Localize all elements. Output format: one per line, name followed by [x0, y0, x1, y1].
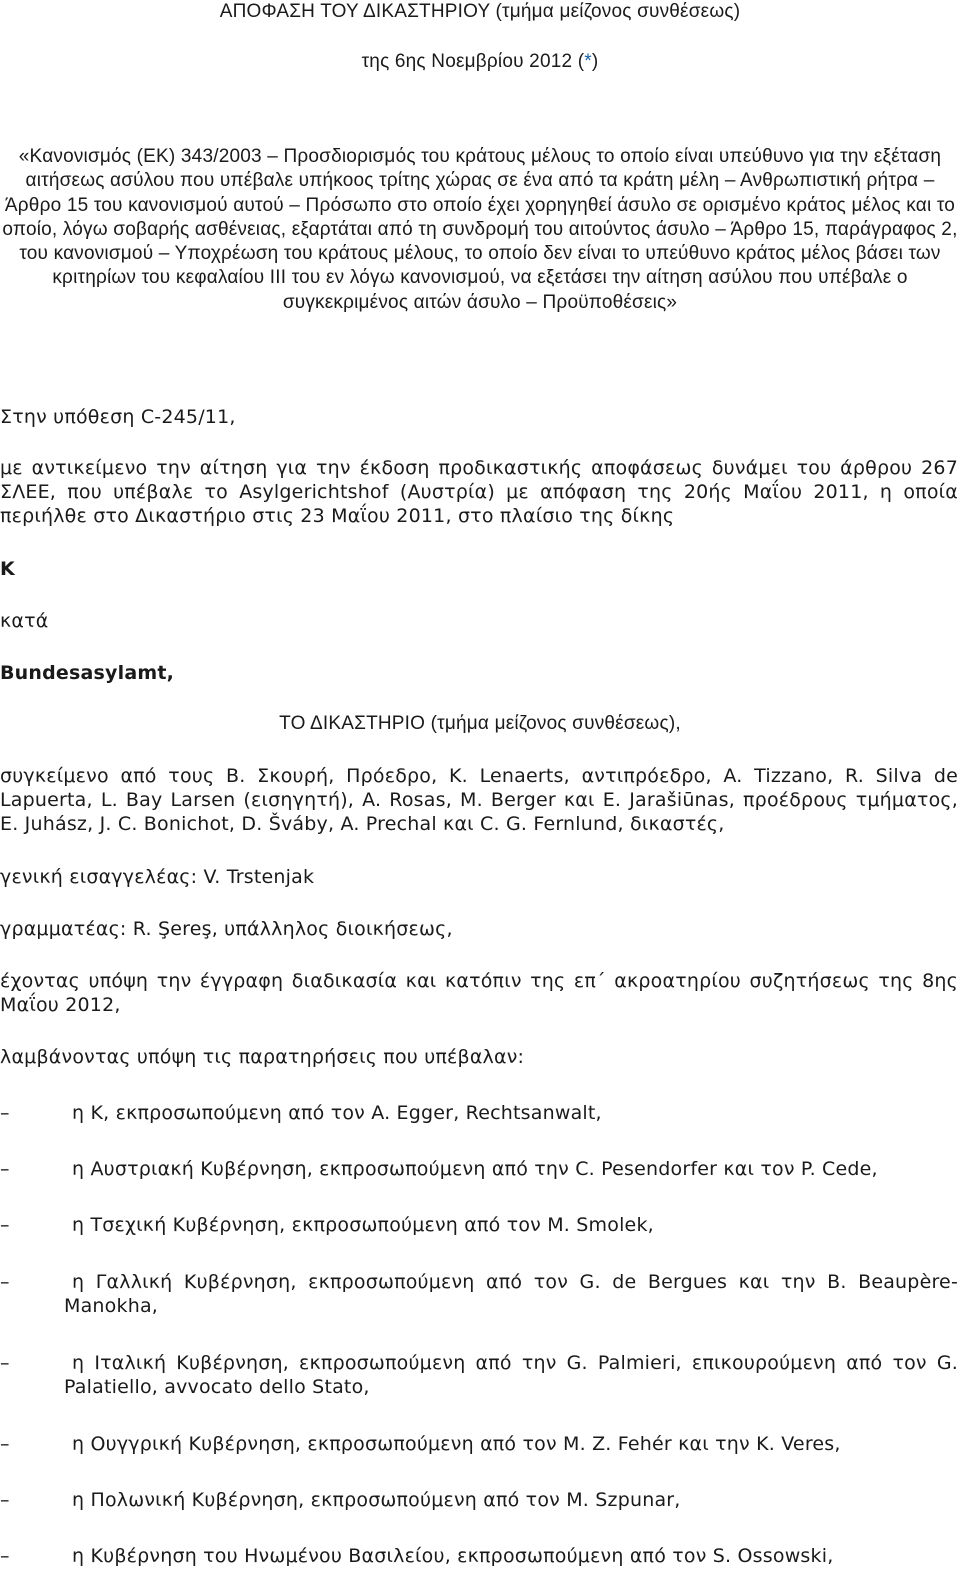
- observation-text: η Ουγγρική Κυβέρνηση, εκπροσωπούμενη από τον M. Z. Fehér και την K. Veres,: [72, 1433, 841, 1455]
- dash-bullet: –: [0, 1433, 10, 1455]
- date-text: της 6ης Νοεμβρίου 2012 (: [361, 51, 585, 72]
- observation-item: [0, 1213, 958, 1237]
- dash-bullet: –: [0, 1102, 10, 1124]
- dash-bullet: –: [0, 1214, 10, 1236]
- observation-text: η K, εκπροσωπούμενη από τον A. Egger, Rechtsanwalt,: [72, 1102, 602, 1124]
- observation-text: η Πολωνική Κυβέρνηση, εκπροσωπούμενη από τον M. Szpunar,: [72, 1489, 681, 1511]
- advocate-general: γενική εισαγγελέας: V. Trstenjak: [0, 866, 315, 888]
- observation-item: [0, 1488, 958, 1512]
- observation-item: [0, 1270, 958, 1318]
- case-number: Στην υπόθεση C-245/11,: [0, 406, 236, 428]
- court-heading: ΤΟ ΔΙΚΑΣΤΗΡΙΟ (τμήμα μείζονος συνθέσεως),: [279, 713, 681, 734]
- dash-bullet: –: [0, 1489, 10, 1511]
- procedure-statement: έχοντας υπόψη την έγγραφη διαδικασία και κατόπιν της επ΄ ακροατηρίου συζητήσεως της 8ης Μαΐου 2012,: [0, 970, 958, 1016]
- registrar: γραμματέας: R. Şereş, υπάλληλος διοικήσεως,: [0, 918, 453, 940]
- observation-item: [0, 1544, 958, 1568]
- observation-item: [0, 1432, 958, 1456]
- dash-bullet: –: [0, 1158, 10, 1180]
- observation-text: η Γαλλική Κυβέρνηση, εκπροσωπούμενη από τον G. de Bergues και την B. Beaupère-Manokha,: [64, 1271, 958, 1317]
- observation-text: η Ιταλική Κυβέρνηση, εκπροσωπούμενη από την G. Palmieri, επικουρούμενη από τον G. Palatiello, avvocato dello Stato,: [64, 1352, 958, 1398]
- case-subject: με αντικείμενο την αίτηση για την έκδοση προδικαστικής αποφάσεως δυνάμει του άρθρου 267 ΣΛΕΕ, που υπέβαλε το Asylgerichtshof (Αυστρία) με απόφαση της 20ής Μαΐου 2011, η οποία περιήλθε στο Δικαστήριο στις 23 Μαΐου 2011, στο πλαίσιο της δίκης: [0, 457, 958, 527]
- judgment-title: ΑΠΟΦΑΣΗ ΤΟΥ ΔΙΚΑΣΤΗΡΙΟΥ (τμήμα μείζονος συνθέσεως): [219, 1, 741, 22]
- case-summary: «Κανονισμός (ΕΚ) 343/2003 – Προσδιορισμός του κράτους μέλους το οποίο είναι υπεύθυνο για την εξέταση αιτήσεως ασύλου που υπέβαλε υπήκοος τρίτης χώρας σε ένα από τα κράτη μέλη – Ανθρωπιστική ρήτρα – Άρθρο 15 του κανονισμού αυτού – Πρόσωπο στο οποίο έχει χορηγηθεί άσυλο σε ορισμένο κράτος μέλος και το οποίο, λόγω σοβαρής ασθένειας, εξαρτάται από τη συνδρομή του αιτούντος άσυλο – Άρθρο 15, παράγραφος 2, του κανονισμού – Υποχρέωση του κράτους μέλους, το οποίο δεν είναι το υπεύθυνο κράτος μέλος βάσει των κριτηρίων του κεφαλαίου III του εν λόγω κανονισμού, να εξετάσει την αίτηση ασύλου που υπέβαλε ο συγκεκριμένος αιτών άσυλο – Προϋποθέσεις»: [2, 146, 958, 313]
- date-close: ): [591, 51, 599, 72]
- applicant-name: K: [0, 558, 15, 580]
- judgment-date: [0, 50, 960, 74]
- defendant-name: Bundesasylamt,: [0, 662, 175, 684]
- observation-item: [0, 1157, 958, 1181]
- versus-label: κατά: [0, 610, 49, 632]
- observation-text: η Κυβέρνηση του Ηνωμένου Βασιλείου, εκπροσωπούμενη από τον S. Ossowski,: [72, 1545, 834, 1567]
- observations-intro: λαμβάνοντας υπόψη τις παρατηρήσεις που υπέβαλαν:: [0, 1046, 525, 1068]
- dash-bullet: –: [0, 1545, 10, 1567]
- court-composition: συγκείμενο από τους Β. Σκουρή, Πρόεδρο, K. Lenaerts, αντιπρόεδρο, A. Tizzano, R. Silva de Lapuerta, L. Bay Larsen (εισηγητή), A. Rosas, M. Berger και E. Jarašiūnas, προέδρους τμήματος, E. Juhász, J. C. Bonichot, D. Šváby, A. Prechal και C. G. Fernlund, δικαστές,: [0, 765, 958, 835]
- footnote-star-link[interactable]: *: [584, 51, 592, 72]
- observation-item: [0, 1351, 958, 1399]
- dash-bullet: –: [0, 1352, 10, 1374]
- observation-item: [0, 1101, 958, 1125]
- dash-bullet: –: [0, 1271, 10, 1293]
- observation-text: η Αυστριακή Κυβέρνηση, εκπροσωπούμενη από την C. Pesendorfer και τον P. Cede,: [72, 1158, 878, 1180]
- observation-text: η Τσεχική Κυβέρνηση, εκπροσωπούμενη από τον M. Smolek,: [72, 1214, 654, 1236]
